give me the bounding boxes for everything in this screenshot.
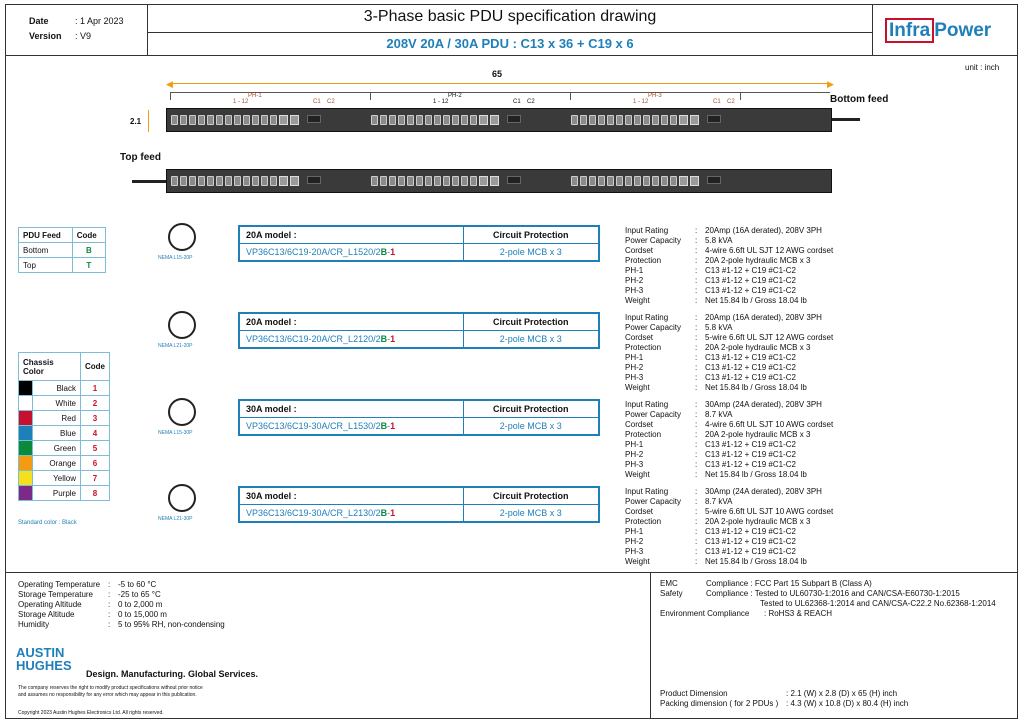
spec-key: PH-1 <box>625 266 644 275</box>
arrow-right-icon: ▶ <box>827 79 834 89</box>
spec-value: 20A 2-pole hydraulic MCB x 3 <box>705 343 811 352</box>
protection-label: Circuit Protection <box>463 226 599 244</box>
color-name: Black <box>33 381 81 396</box>
spec-block: Input Rating : 20Amp (16A derated), 208V 3PH Power Capacity : 5.8 kVA Cordset : 4-wire 6.6ft UL SJT 12 AWG cordset Protection : 20A 2-pole hydraulic MCB x 3 PH-1 : C13 #1-12 + C19 #C1-C2 PH-2 : C13 #1-12 + C19 #C1-C2 PH-3 : C13 #1-12 + C19 #C1-C2 Weight : Net 15.84 lb / Gross 18.04 lb <box>625 226 834 305</box>
page-subtitle: 208V 20A / 30A PDU : C13 x 36 + C19 x 6 <box>386 36 634 51</box>
spec-key: Protection <box>625 256 662 265</box>
color-name: White <box>33 396 81 411</box>
spec-value: C13 #1-12 + C19 #C1-C2 <box>705 537 796 546</box>
length-value: 65 <box>492 69 503 79</box>
swatch <box>19 396 33 411</box>
spec-key: Cordset <box>625 420 654 429</box>
spec-key: Cordset <box>625 507 654 516</box>
swatch <box>19 411 33 426</box>
protection-value: 2-pole MCB x 3 <box>463 244 599 262</box>
spec-value: 20Amp (16A derated), 208V 3PH <box>705 226 822 235</box>
model-code: VP36C13/6C19-20A/CR_L2120/2 <box>246 334 381 344</box>
spec-key: Input Rating <box>625 487 669 496</box>
model-color-code: 1 <box>390 334 396 344</box>
model-label: 30A model : <box>239 400 463 418</box>
protection-label: Circuit Protection <box>463 400 599 418</box>
spec-value: 20A 2-pole hydraulic MCB x 3 <box>705 517 811 526</box>
width-arrow <box>148 110 149 132</box>
feed-table <box>18 227 106 273</box>
spec-value: C13 #1-12 + C19 #C1-C2 <box>705 547 796 556</box>
page-title: 3-Phase basic PDU specification drawing <box>363 8 657 25</box>
spec-key: Protection <box>625 343 662 352</box>
model-dash: - <box>387 247 391 257</box>
disclaimer-line-1: The company reserves the right to modify product specifications without prior notice <box>18 685 203 691</box>
spec-value: 20A 2-pole hydraulic MCB x 3 <box>705 430 811 439</box>
spec-key: Power Capacity <box>625 236 682 245</box>
spec-key: Weight <box>625 383 650 392</box>
spec-value: 20A 2-pole hydraulic MCB x 3 <box>705 256 811 265</box>
spec-value: Net 15.84 lb / Gross 18.04 lb <box>705 383 807 392</box>
pdu-bottom-feed <box>166 108 832 132</box>
environment-specs: Operating Temperature : -5 to 60 °C Storage Temperature : -25 to 65 °C Operating Altitude : 0 to 2,000 m Storage Altitude : 0 to 15,000 m Humidity : 5 to 95% RH, non-condensing <box>18 580 225 629</box>
spec-block: Input Rating : 30Amp (24A derated), 208V 3PH Power Capacity : 8.7 kVA Cordset : 4-wire 6.6ft UL SJT 10 AWG cordset Protection : 20A 2-pole hydraulic MCB x 3 PH-1 : C13 #1-12 + C19 #C1-C2 PH-2 : C13 #1-12 + C19 #C1-C2 PH-3 : C13 #1-12 + C19 #C1-C2 Weight : Net 15.84 lb / Gross 18.04 lb <box>625 400 834 479</box>
model-feed-code: B <box>380 421 388 431</box>
spec-value: C13 #1-12 + C19 #C1-C2 <box>705 527 796 536</box>
spec-key: Weight <box>625 470 650 479</box>
model-code: VP36C13/6C19-30A/CR_L2130/2 <box>246 508 381 518</box>
spec-value: Net 15.84 lb / Gross 18.04 lb <box>705 470 807 479</box>
phase-bracket-line <box>170 92 830 93</box>
ph1-name: PH-1 <box>248 93 262 99</box>
disclaimer-line-2: and assumes no responsibility for any error which may appear in this publication. <box>18 692 197 698</box>
spec-value: 4-wire 6.6ft UL SJT 10 AWG cordset <box>705 420 834 429</box>
model-table <box>238 399 600 436</box>
feed-row-code: B <box>72 243 105 258</box>
plug-icon <box>168 311 196 339</box>
spec-value: C13 #1-12 + C19 #C1-C2 <box>705 266 796 275</box>
color-code: 1 <box>81 381 110 396</box>
feed-row-label: Bottom <box>19 243 73 258</box>
date-value: : 1 Apr 2023 <box>75 16 124 26</box>
feed-code-header: Code <box>72 228 105 243</box>
model-feed-code: B <box>380 334 388 344</box>
top-cord-icon <box>132 180 166 183</box>
protection-value: 2-pole MCB x 3 <box>463 418 599 436</box>
model-dash: - <box>387 334 391 344</box>
swatch <box>19 441 33 456</box>
model-color-code: 1 <box>390 421 396 431</box>
model-color-code: 1 <box>390 508 396 518</box>
ph1-range: 1 - 12 <box>233 99 249 105</box>
spec-key: PH-3 <box>625 286 644 295</box>
feed-row-code: T <box>72 258 105 273</box>
spec-key: Power Capacity <box>625 410 682 419</box>
arrow-left-icon: ◀ <box>166 79 173 89</box>
spec-key: Power Capacity <box>625 323 682 332</box>
spec-value: C13 #1-12 + C19 #C1-C2 <box>705 450 796 459</box>
ph1-c1: C1 <box>313 99 321 105</box>
spec-key: PH-1 <box>625 353 644 362</box>
model-table <box>238 486 600 523</box>
color-table <box>18 352 110 501</box>
color-code: 3 <box>81 411 110 426</box>
protection-value: 2-pole MCB x 3 <box>463 331 599 349</box>
spec-key: PH-2 <box>625 537 644 546</box>
spec-key: PH-2 <box>625 363 644 372</box>
color-code: 7 <box>81 471 110 486</box>
title-divider <box>148 32 872 33</box>
spec-key: Protection <box>625 517 662 526</box>
color-code: 5 <box>81 441 110 456</box>
model-table <box>238 312 600 349</box>
plug-icon <box>168 398 196 426</box>
swatch <box>19 471 33 486</box>
feed-row-label: Top <box>19 258 73 273</box>
austin-hughes-logo: AUSTIN HUGHES <box>16 645 72 673</box>
spec-value: 20Amp (16A derated), 208V 3PH <box>705 313 822 322</box>
spec-key: PH-3 <box>625 460 644 469</box>
spec-key: Input Rating <box>625 400 669 409</box>
spec-key: Input Rating <box>625 226 669 235</box>
top-feed-label: Top feed <box>120 152 161 163</box>
model-dash: - <box>387 508 391 518</box>
spec-value: C13 #1-12 + C19 #C1-C2 <box>705 353 796 362</box>
ph3-name: PH-3 <box>648 93 662 99</box>
dimensions-block: Product Dimension : 2.1 (W) x 2.8 (D) x 65 (H) inch Packing dimension ( for 2 PDUs ) : 4.3 (W) x 10.8 (D) x 80.4 (H) inch <box>660 689 909 708</box>
color-code: 8 <box>81 486 110 501</box>
color-code-header: Code <box>81 353 110 381</box>
color-name: Green <box>33 441 81 456</box>
spec-value: 8.7 kVA <box>705 410 733 419</box>
swatch <box>19 486 33 501</box>
spec-key: Protection <box>625 430 662 439</box>
plug-label: NEMA L21-20P <box>158 343 193 349</box>
protection-label: Circuit Protection <box>463 487 599 505</box>
spec-value: 5-wire 6.6ft UL SJT 12 AWG cordset <box>705 333 834 342</box>
plug-label: NEMA L15-30P <box>158 430 193 436</box>
version-label: Version <box>29 31 62 41</box>
spec-value: C13 #1-12 + C19 #C1-C2 <box>705 363 796 372</box>
spec-key: PH-3 <box>625 373 644 382</box>
color-header: Chassis Color <box>19 353 81 381</box>
spec-key: PH-1 <box>625 527 644 536</box>
spec-value: C13 #1-12 + C19 #C1-C2 <box>705 460 796 469</box>
color-code: 6 <box>81 456 110 471</box>
spec-value: 5.8 kVA <box>705 323 733 332</box>
spec-key: Power Capacity <box>625 497 682 506</box>
ph2-name: PH-2 <box>448 93 462 99</box>
top-outlets-ph3 <box>571 176 721 186</box>
spec-value: C13 #1-12 + C19 #C1-C2 <box>705 373 796 382</box>
date-label: Date <box>29 16 49 26</box>
swatch <box>19 381 33 396</box>
color-name: Blue <box>33 426 81 441</box>
model-table <box>238 225 600 262</box>
header-title-area <box>148 4 872 56</box>
spec-value: C13 #1-12 + C19 #C1-C2 <box>705 276 796 285</box>
swatch <box>19 456 33 471</box>
spec-value: 4-wire 6.6ft UL SJT 12 AWG cordset <box>705 246 834 255</box>
model-label: 20A model : <box>239 226 463 244</box>
feed-header: PDU Feed <box>19 228 73 243</box>
ph1-c2: C2 <box>327 99 335 105</box>
ph3-c2: C2 <box>727 99 735 105</box>
spec-key: PH-2 <box>625 450 644 459</box>
brand-power: Power <box>934 20 992 41</box>
outlets-ph2 <box>371 115 521 125</box>
length-arrow <box>170 83 830 84</box>
spec-value: Net 15.84 lb / Gross 18.04 lb <box>705 296 807 305</box>
spec-key: Weight <box>625 296 650 305</box>
top-outlets-ph2 <box>371 176 521 186</box>
top-outlets-ph1 <box>171 176 321 186</box>
spec-value: C13 #1-12 + C19 #C1-C2 <box>705 286 796 295</box>
ph3-c1: C1 <box>713 99 721 105</box>
plug-icon <box>168 484 196 512</box>
color-name: Purple <box>33 486 81 501</box>
copyright: Copyright 2023 Austin Hughes Electronics Ltd. All rights reserved. <box>18 710 164 716</box>
ph2-range: 1 - 12 <box>433 99 449 105</box>
spec-key: PH-1 <box>625 440 644 449</box>
bottom-cord-icon <box>832 118 860 121</box>
model-feed-code: B <box>380 508 388 518</box>
color-name: Red <box>33 411 81 426</box>
version-value: : V9 <box>75 31 92 41</box>
color-code: 4 <box>81 426 110 441</box>
spec-value: 8.7 kVA <box>705 497 733 506</box>
spec-key: Weight <box>625 557 650 566</box>
compliance-block: EMC Compliance : FCC Part 15 Subpart B (Class A) Safety Compliance : Tested to UL60730-1:2016 and CAN/CSA-E60730-1:2015 Tested to UL62368-1:2014 and CAN/CSA-C22.2 No.62368-1:2014 Environment Compliance : RoHS3 & REACH <box>660 579 996 618</box>
protection-value: 2-pole MCB x 3 <box>463 505 599 523</box>
spec-value: 5.8 kVA <box>705 236 733 245</box>
spec-value: Net 15.84 lb / Gross 18.04 lb <box>705 557 807 566</box>
spec-value: 5-wire 6.6ft UL SJT 10 AWG cordset <box>705 507 834 516</box>
swatch <box>19 426 33 441</box>
standard-color-note: Standard color : Black <box>18 520 77 526</box>
spec-key: Cordset <box>625 246 654 255</box>
color-code: 2 <box>81 396 110 411</box>
spec-value: C13 #1-12 + C19 #C1-C2 <box>705 440 796 449</box>
protection-label: Circuit Protection <box>463 313 599 331</box>
color-name: Orange <box>33 456 81 471</box>
plug-label: NEMA L21-30P <box>158 516 193 522</box>
spec-key: Cordset <box>625 333 654 342</box>
spec-key: PH-3 <box>625 547 644 556</box>
brand-infra: Infra <box>885 18 934 43</box>
model-code: VP36C13/6C19-20A/CR_L1520/2 <box>246 247 381 257</box>
model-feed-code: B <box>380 247 388 257</box>
ph2-c2: C2 <box>527 99 535 105</box>
model-dash: - <box>387 421 391 431</box>
model-label: 30A model : <box>239 487 463 505</box>
spec-value: 30Amp (24A derated), 208V 3PH <box>705 487 822 496</box>
plug-label: NEMA L15-20P <box>158 255 193 261</box>
ph3-range: 1 - 12 <box>633 99 649 105</box>
width-value: 2.1 <box>130 117 142 126</box>
spec-value: 30Amp (24A derated), 208V 3PH <box>705 400 822 409</box>
plug-icon <box>168 223 196 251</box>
brand-logo <box>872 4 1018 56</box>
spec-key: PH-2 <box>625 276 644 285</box>
ph2-c1: C1 <box>513 99 521 105</box>
tagline: Design. Manufacturing. Global Services. <box>86 669 259 679</box>
header-meta <box>5 4 148 56</box>
unit-label: unit : inch <box>965 63 1000 72</box>
bottom-feed-label: Bottom feed <box>830 94 889 105</box>
color-name: Yellow <box>33 471 81 486</box>
model-label: 20A model : <box>239 313 463 331</box>
spec-block: Input Rating : 30Amp (24A derated), 208V 3PH Power Capacity : 8.7 kVA Cordset : 5-wire 6.6ft UL SJT 10 AWG cordset Protection : 20A 2-pole hydraulic MCB x 3 PH-1 : C13 #1-12 + C19 #C1-C2 PH-2 : C13 #1-12 + C19 #C1-C2 PH-3 : C13 #1-12 + C19 #C1-C2 Weight : Net 15.84 lb / Gross 18.04 lb <box>625 487 834 566</box>
outlets-ph1 <box>171 115 321 125</box>
spec-key: Input Rating <box>625 313 669 322</box>
pdu-top-feed <box>166 169 832 193</box>
model-color-code: 1 <box>390 247 396 257</box>
model-code: VP36C13/6C19-30A/CR_L1530/2 <box>246 421 381 431</box>
outlets-ph3 <box>571 115 721 125</box>
spec-block: Input Rating : 20Amp (16A derated), 208V 3PH Power Capacity : 5.8 kVA Cordset : 5-wire 6.6ft UL SJT 12 AWG cordset Protection : 20A 2-pole hydraulic MCB x 3 PH-1 : C13 #1-12 + C19 #C1-C2 PH-2 : C13 #1-12 + C19 #C1-C2 PH-3 : C13 #1-12 + C19 #C1-C2 Weight : Net 15.84 lb / Gross 18.04 lb <box>625 313 834 392</box>
